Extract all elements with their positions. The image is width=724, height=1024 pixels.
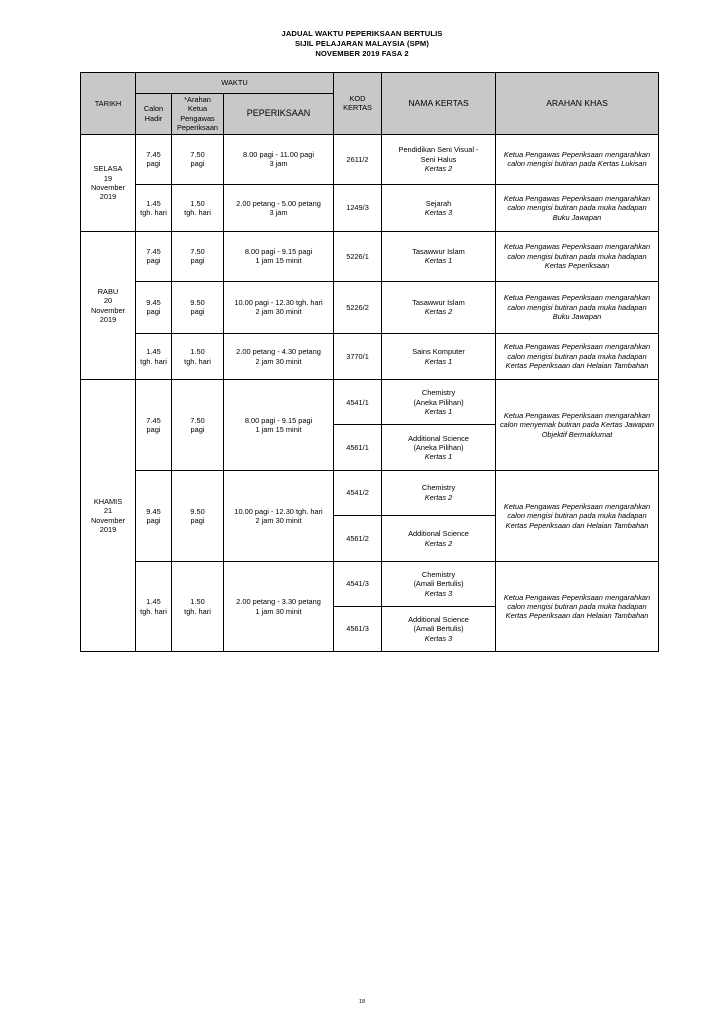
- exam-schedule-table: [80, 72, 659, 652]
- header-nama-kertas: NAMA KERTAS: [382, 73, 496, 135]
- table-row: [81, 134, 659, 184]
- kod-kertas-cell: 4541/3: [334, 562, 382, 606]
- calon-hadir-cell: 7.45 pagi: [136, 134, 172, 184]
- kod-kertas-cell: 2611/2: [334, 134, 382, 184]
- title-line-3: NOVEMBER 2019 FASA 2: [315, 49, 409, 58]
- calon-hadir-cell: 1.45 tgh. hari: [136, 562, 172, 652]
- calon-hadir-cell: 1.45 tgh. hari: [136, 184, 172, 231]
- arahan-khas-cell: Ketua Pengawas Peperiksaan mengarahkan calon mengisi butiran pada muka hadapan Kertas Peperiksaan dan Helaian Tambahan: [496, 333, 659, 379]
- arahan-ketua-cell: 9.50 pagi: [172, 470, 224, 562]
- kod-kertas-cell: 3770/1: [334, 333, 382, 379]
- arahan-ketua-cell: 1.50 tgh. hari: [172, 562, 224, 652]
- arahan-ketua-cell: 7.50 pagi: [172, 380, 224, 471]
- arahan-khas-cell: Ketua Pengawas Peperiksaan mengarahkan calon mengisi butiran pada muka hadapan Kertas Peperiksaan: [496, 232, 659, 281]
- title-line-2: SIJIL PELAJARAN MALAYSIA (SPM): [295, 39, 429, 48]
- arahan-khas-cell: Ketua Pengawas Peperiksaan mengarahkan calon mengisi butiran pada Kertas Lukisan: [496, 134, 659, 184]
- peperiksaan-cell: 2.00 petang - 3.30 petang 1 jam 30 minit: [224, 562, 334, 652]
- kod-kertas-cell: 4561/1: [334, 425, 382, 470]
- header-tarikh: TARIKH: [81, 73, 136, 135]
- arahan-ketua-cell: 1.50 tgh. hari: [172, 333, 224, 379]
- calon-hadir-cell: 9.45 pagi: [136, 470, 172, 562]
- table-row: [81, 380, 659, 425]
- peperiksaan-cell: 10.00 pagi - 12.30 tgh. hari 2 jam 30 minit: [224, 281, 334, 333]
- table-row: [81, 470, 659, 515]
- date-cell-rabu: RABU 20 November 2019: [81, 232, 136, 380]
- date-cell-selasa: SELASA 19 November 2019: [81, 134, 136, 232]
- arahan-khas-cell: Ketua Pengawas Peperiksaan mengarahkan calon menyemak butiran pada Kertas Jawapan Objektif Bermaklumat: [496, 380, 659, 471]
- peperiksaan-cell: 8.00 pagi - 11.00 pagi 3 jam: [224, 134, 334, 184]
- nama-kertas-cell: Pendidikan Seni Visual - Seni Halus Kertas 2: [382, 134, 496, 184]
- header-waktu: WAKTU: [136, 73, 334, 94]
- kod-kertas-cell: 1249/3: [334, 184, 382, 231]
- nama-kertas-cell: Chemistry (Amali Bertulis) Kertas 3: [382, 562, 496, 606]
- arahan-khas-cell: Ketua Pengawas Peperiksaan mengarahkan calon mengisi butiran pada muka hadapan Buku Jawapan: [496, 281, 659, 333]
- table-row: [81, 232, 659, 281]
- title-line-1: JADUAL WAKTU PEPERIKSAAN BERTULIS: [281, 29, 443, 38]
- peperiksaan-cell: 8.00 pagi - 9.15 pagi 1 jam 15 minit: [224, 380, 334, 471]
- kod-kertas-cell: 4541/1: [334, 380, 382, 425]
- date-cell-khamis: KHAMIS 21 November 2019: [81, 380, 136, 652]
- arahan-khas-cell: Ketua Pengawas Peperiksaan mengarahkan calon mengisi butiran pada muka hadapan Kertas Peperiksaan dan Helaian Tambahan: [496, 470, 659, 562]
- table-row: [81, 562, 659, 606]
- page-number: 18: [358, 999, 366, 1005]
- calon-hadir-cell: 7.45 pagi: [136, 232, 172, 281]
- kod-kertas-cell: 4541/2: [334, 470, 382, 515]
- nama-kertas-cell: Additional Science (Amali Bertulis) Kertas 3: [382, 606, 496, 651]
- kod-kertas-cell: 4561/2: [334, 516, 382, 562]
- nama-kertas-cell: Sains Komputer Kertas 1: [382, 333, 496, 379]
- arahan-ketua-cell: 1.50 tgh. hari: [172, 184, 224, 231]
- kod-kertas-cell: 5226/1: [334, 232, 382, 281]
- nama-kertas-cell: Sejarah Kertas 3: [382, 184, 496, 231]
- nama-kertas-cell: Tasawwur Islam Kertas 2: [382, 281, 496, 333]
- peperiksaan-cell: 2.00 petang - 5.00 petang 3 jam: [224, 184, 334, 231]
- table-row: [81, 281, 659, 333]
- arahan-ketua-cell: 7.50 pagi: [172, 232, 224, 281]
- nama-kertas-cell: Chemistry (Aneka Pilihan) Kertas 1: [382, 380, 496, 425]
- arahan-khas-cell: Ketua Pengawas Peperiksaan mengarahkan calon mengisi butiran pada muka hadapan Kertas Peperiksaan dan Helaian Tambahan: [496, 562, 659, 652]
- arahan-ketua-cell: 7.50 pagi: [172, 134, 224, 184]
- calon-hadir-cell: 1.45 tgh. hari: [136, 333, 172, 379]
- header-kod-kertas: KOD KERTAS: [334, 73, 382, 135]
- nama-kertas-cell: Additional Science Kertas 2: [382, 516, 496, 562]
- header-peperiksaan: PEPERIKSAAN: [224, 94, 334, 135]
- kod-kertas-cell: 5226/2: [334, 281, 382, 333]
- document-title: [0, 29, 724, 59]
- arahan-ketua-cell: 9.50 pagi: [172, 281, 224, 333]
- kod-kertas-cell: 4561/3: [334, 606, 382, 651]
- nama-kertas-cell: Chemistry Kertas 2: [382, 470, 496, 515]
- calon-hadir-cell: 7.45 pagi: [136, 380, 172, 471]
- peperiksaan-cell: 2.00 petang - 4.30 petang 2 jam 30 minit: [224, 333, 334, 379]
- header-arahan-ketua: *Arahan Ketua Pengawas Peperiksaan: [172, 94, 224, 135]
- peperiksaan-cell: 8.00 pagi - 9.15 pagi 1 jam 15 minit: [224, 232, 334, 281]
- header-calon-hadir: Calon Hadir: [136, 94, 172, 135]
- arahan-khas-cell: Ketua Pengawas Peperiksaan mengarahkan calon mengisi butiran pada muka hadapan Buku Jawapan: [496, 184, 659, 231]
- nama-kertas-cell: Tasawwur Islam Kertas 1: [382, 232, 496, 281]
- nama-kertas-cell: Additional Science (Aneka Pilihan) Kertas 1: [382, 425, 496, 470]
- table-row: [81, 184, 659, 231]
- table-row: [81, 333, 659, 379]
- header-arahan-khas: ARAHAN KHAS: [496, 73, 659, 135]
- calon-hadir-cell: 9.45 pagi: [136, 281, 172, 333]
- peperiksaan-cell: 10.00 pagi - 12.30 tgh. hari 2 jam 30 minit: [224, 470, 334, 562]
